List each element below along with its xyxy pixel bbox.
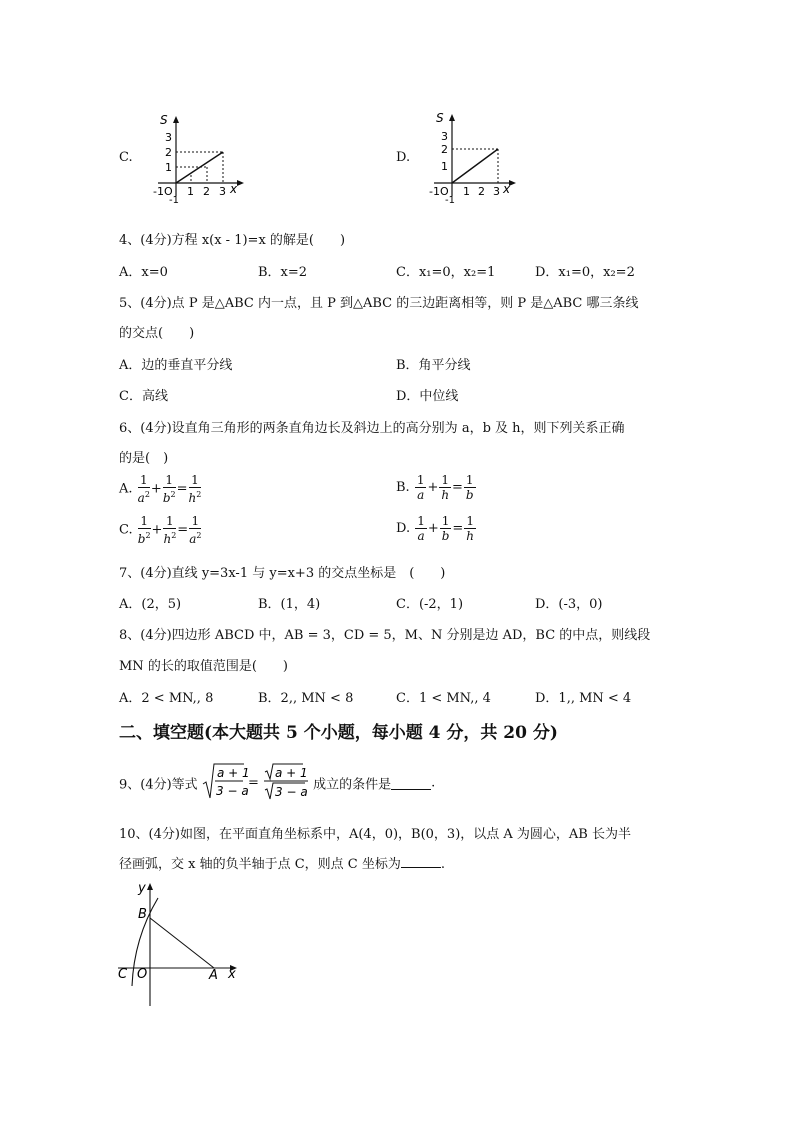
x-axis-label: x <box>503 182 511 196</box>
section-heading: 二、填空题(本大题共 5 个小题，每小题 4 分，共 20 分) <box>119 723 558 743</box>
fraction: $\frac{1}{b^2}$ <box>137 514 151 546</box>
svg-text:a + 1: a + 1 <box>275 766 308 780</box>
y-tick-neg1: -1 <box>445 195 455 206</box>
x-tick-1: 1 <box>187 185 194 198</box>
y-axis-label: y <box>138 881 146 896</box>
x-tick-2: 2 <box>203 185 210 198</box>
fraction: $\frac{1}{a}$ <box>416 473 425 502</box>
q9-end: . <box>431 775 436 791</box>
x-tick-3: 3 <box>493 185 500 198</box>
q10-stem-line2-text: 径画弧，交 x 轴的负半轴于点 C，则点 C 坐标为 <box>119 857 401 872</box>
y-tick-3: 3 <box>441 130 448 143</box>
point-b-label: B <box>138 907 147 922</box>
fraction: $\frac{1}{h}$ <box>441 473 450 502</box>
answer-blank <box>401 855 441 868</box>
q6-option-d-label: D. <box>396 521 411 536</box>
q8-option-a: A．2 < MN,, 8 <box>119 691 214 706</box>
x-axis-label: x <box>230 182 238 196</box>
y-tick-1: 1 <box>441 160 448 173</box>
option-c-label: C. <box>119 150 133 165</box>
fraction: $\frac{1}{a}$ <box>417 514 425 543</box>
q6-stem-line1: 6、(4分)设直角三角形的两条直角边长及斜边上的高分别为 a，b 及 h，则下列关系正确 <box>119 421 625 436</box>
q4-stem: 4、(4分)方程 x(x - 1)=x 的解是( ) <box>119 233 346 248</box>
q8-stem-line1: 8、(4分)四边形 ABCD 中，AB = 3，CD = 5，M、N 分别是边 AD，BC 的中点，则线段 <box>119 628 651 643</box>
fraction: $\frac{1}{h^2}$ <box>188 473 202 505</box>
fraction: $\frac{1}{a^2}$ <box>189 514 202 546</box>
x-tick-3: 3 <box>219 185 226 198</box>
x-tick-2: 2 <box>478 185 485 198</box>
q10-stem-line1: 10、(4分)如图，在平面直角坐标系中，A(4，0)，B(0，3)，以点 A 为圆心，AB 长为半 <box>119 827 631 842</box>
fraction: $\frac{1}{a^2}$ <box>137 473 150 505</box>
svg-text:3 − a: 3 − a <box>275 785 308 799</box>
point-c-label: C <box>118 967 128 982</box>
q7-stem: 7、(4分)直线 y=3x-1 与 y=x+3 的交点坐标是 ( ) <box>119 566 446 581</box>
q5-option-a: A．边的垂直平分线 <box>119 358 233 373</box>
q6-stem-line2: 的是( ) <box>119 451 169 466</box>
q4-option-d: D．x₁=0，x₂=2 <box>535 265 635 280</box>
q8-stem-line2: MN 的长的取值范围是( ) <box>119 659 288 674</box>
option-c-graph <box>148 110 248 206</box>
point-a-label: A <box>209 968 218 983</box>
origin-label: -1O <box>153 185 173 198</box>
q7-option-b: B．(1，4) <box>258 597 321 612</box>
fraction: $\frac{1}{h}$ <box>466 514 475 543</box>
q8-option-c: C．1 < MN,, 4 <box>396 691 491 706</box>
q8-option-b: B．2,, MN < 8 <box>258 691 354 706</box>
s-axis-label: S <box>436 111 444 125</box>
q9-suffix: 成立的条件是 <box>313 777 392 793</box>
fraction: $\frac{1}{h^2}$ <box>163 514 177 546</box>
q6-option-c: C. $\frac{1}{b^2}$ + $\frac{1}{h^2}$ = $\frac{1}{a^2}$ <box>119 514 202 546</box>
origin-label: -1O <box>429 185 449 198</box>
q5-option-d: D．中位线 <box>396 389 459 404</box>
q6-option-b: B. $\frac{1}{a}$ + $\frac{1}{h}$ = $\frac{1}{b}$ <box>396 473 474 502</box>
answer-blank <box>391 777 431 790</box>
q10-stem-line2 <box>119 853 445 872</box>
q7-option-c: C．(-2，1) <box>396 597 464 612</box>
y-tick-3: 3 <box>165 131 172 144</box>
q4-option-a: A．x=0 <box>119 265 168 280</box>
svg-text:3 − a: 3 − a <box>215 784 249 798</box>
q9-prefix: 9、(4分)等式 <box>119 777 198 793</box>
q5-stem-line2: 的交点( ) <box>119 326 195 341</box>
x-axis-label: x <box>228 967 236 982</box>
y-tick-2: 2 <box>441 143 448 156</box>
q5-option-b: B．角平分线 <box>396 358 471 373</box>
q6-option-c-label: C. <box>119 522 133 538</box>
q5-option-c: C．高线 <box>119 389 168 404</box>
q10-figure <box>114 878 244 1010</box>
y-tick-2: 2 <box>165 146 172 159</box>
y-tick-1: 1 <box>165 161 172 174</box>
q5-stem-line1: 5、(4分)点 P 是△ABC 内一点，且 P 到△ABC 的三边距离相等，则 P 是△ABC 哪三条线 <box>119 296 639 311</box>
q10-end: . <box>440 857 446 872</box>
q4-option-c: C．x₁=0，x₂=1 <box>396 265 496 280</box>
q6-option-a-label: A. <box>119 481 133 497</box>
q6-option-d: D. $\frac{1}{a}$ + $\frac{1}{b}$ = $\frac{1}{h}$ <box>396 514 475 543</box>
s-axis-label: S <box>160 113 168 127</box>
q7-option-a: A．(2，5) <box>119 597 182 612</box>
q6-option-b-label: B. <box>396 480 410 495</box>
fraction: $\frac{1}{b}$ <box>441 514 450 543</box>
q7-option-d: D．(-3，0) <box>535 597 603 612</box>
origin-label: O <box>137 967 148 982</box>
radical-expression <box>202 762 250 804</box>
option-d-graph <box>424 108 524 206</box>
radical-fraction <box>263 762 309 804</box>
fraction: $\frac{1}{b}$ <box>465 473 474 502</box>
y-tick-neg1: -1 <box>169 195 179 206</box>
svg-text:a + 1: a + 1 <box>216 766 250 780</box>
q8-option-d: D．1,, MN < 4 <box>535 691 632 706</box>
fraction: $\frac{1}{b^2}$ <box>162 473 176 505</box>
q4-option-b: B．x=2 <box>258 265 308 280</box>
x-tick-1: 1 <box>463 185 470 198</box>
q6-option-a: A. $\frac{1}{a^2}$ + $\frac{1}{b^2}$ = $\frac{1}{h^2}$ <box>119 473 202 505</box>
option-d-label: D. <box>396 150 411 165</box>
q9-stem: 9、(4分)等式 a + 1 3 − a = a + 1 3 − a 成立的条件是 . <box>119 762 435 804</box>
